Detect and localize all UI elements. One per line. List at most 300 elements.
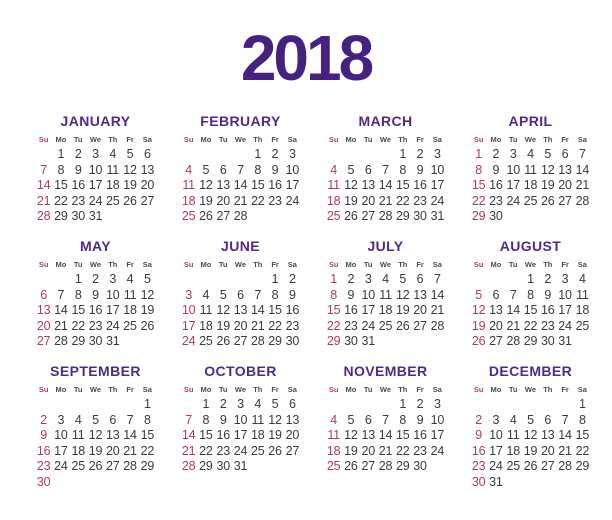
month-name: JUNE bbox=[221, 238, 260, 254]
date-cell: 6 bbox=[219, 162, 227, 177]
day-header-cell: Mo bbox=[345, 260, 357, 269]
date-cell: 4 bbox=[202, 287, 210, 302]
date-cell: 24 bbox=[181, 334, 196, 348]
date-cell: 10 bbox=[489, 428, 503, 442]
date-cell: 24 bbox=[106, 318, 120, 333]
date-cell: 30 bbox=[285, 334, 300, 348]
date-cell: 27 bbox=[541, 459, 555, 473]
month-block-september bbox=[35, 362, 156, 487]
date-cell: 5 bbox=[475, 287, 483, 302]
date-cell: 10 bbox=[430, 162, 445, 177]
day-header-cell: Su bbox=[38, 135, 49, 144]
day-header-cell: Mo bbox=[200, 385, 212, 394]
day-header-cell: Th bbox=[108, 260, 118, 269]
date-cell: 10 bbox=[54, 428, 68, 442]
date-cell bbox=[411, 334, 428, 350]
date-cell: 1 bbox=[271, 272, 279, 286]
date-cell bbox=[505, 272, 522, 288]
date-cell: 10 bbox=[88, 162, 103, 177]
month-name: MARCH bbox=[358, 113, 413, 129]
date-cell: 7 bbox=[382, 162, 389, 177]
date-cell: 5 bbox=[126, 147, 134, 161]
month-name: APRIL bbox=[508, 113, 553, 129]
date-cell: 25 bbox=[575, 318, 590, 333]
date-cell: 26 bbox=[199, 209, 213, 223]
date-cell bbox=[284, 459, 301, 475]
date-cell: 22 bbox=[396, 193, 410, 208]
date-cell: 24 bbox=[430, 443, 445, 458]
date-cell: 28 bbox=[575, 193, 590, 208]
date-cell: 12 bbox=[344, 428, 358, 442]
date-cell: 23 bbox=[471, 459, 486, 473]
date-cell: 6 bbox=[561, 147, 569, 161]
date-cell: 1 bbox=[399, 397, 407, 411]
date-cell: 24 bbox=[430, 193, 445, 208]
date-cell bbox=[556, 475, 573, 491]
date-cell bbox=[539, 209, 556, 225]
date-cell: 18 bbox=[506, 443, 520, 458]
date-cell: 29 bbox=[326, 334, 341, 348]
date-cell: 2 bbox=[219, 397, 227, 411]
date-cell: 18 bbox=[251, 428, 265, 442]
date-cell: 17 bbox=[558, 303, 572, 317]
date-cell: 11 bbox=[506, 428, 520, 442]
day-header-cell: Mo bbox=[490, 385, 502, 394]
date-cell: 3 bbox=[561, 272, 569, 286]
date-cell: 14 bbox=[378, 178, 393, 192]
date-cell: 21 bbox=[378, 443, 393, 458]
date-cell: 25 bbox=[326, 459, 341, 473]
day-grid bbox=[325, 258, 446, 350]
date-cell: 4 bbox=[254, 397, 262, 411]
date-cell: 19 bbox=[123, 178, 137, 192]
month-block-august bbox=[470, 237, 591, 362]
date-cell: 9 bbox=[347, 287, 355, 302]
date-cell: 16 bbox=[268, 178, 282, 192]
date-cell: 11 bbox=[327, 178, 340, 192]
date-cell: 1 bbox=[475, 147, 483, 161]
date-cell: 10 bbox=[558, 287, 572, 302]
date-cell bbox=[556, 209, 573, 225]
day-grid bbox=[35, 383, 156, 490]
date-cell: 26 bbox=[523, 459, 538, 473]
date-cell: 7 bbox=[382, 412, 389, 427]
date-cell: 20 bbox=[489, 318, 503, 333]
date-cell: 30 bbox=[541, 334, 555, 348]
date-cell: 14 bbox=[430, 287, 445, 302]
day-header-cell: Mo bbox=[345, 135, 357, 144]
date-cell: 8 bbox=[57, 162, 65, 177]
day-header-cell: We bbox=[524, 135, 537, 144]
date-cell: 8 bbox=[74, 287, 82, 302]
date-cell: 23 bbox=[216, 443, 230, 458]
date-cell bbox=[121, 209, 138, 225]
date-cell: 3 bbox=[237, 397, 244, 411]
date-cell bbox=[487, 397, 504, 413]
date-cell: 23 bbox=[71, 193, 85, 208]
day-header-cell: Tu bbox=[218, 135, 228, 144]
day-header-cell: Su bbox=[38, 260, 49, 269]
date-cell: 7 bbox=[40, 162, 48, 177]
date-cell: 9 bbox=[416, 412, 424, 427]
day-grid bbox=[180, 383, 301, 475]
month-block-january bbox=[35, 112, 156, 237]
date-cell bbox=[266, 209, 283, 225]
date-cell: 26 bbox=[344, 459, 358, 473]
date-cell: 8 bbox=[202, 412, 210, 427]
date-cell bbox=[52, 397, 69, 413]
day-header-cell: Su bbox=[38, 385, 49, 394]
date-cell: 15 bbox=[251, 178, 265, 192]
date-cell: 13 bbox=[36, 303, 51, 317]
date-cell: 17 bbox=[430, 428, 445, 442]
date-cell: 28 bbox=[251, 334, 265, 348]
date-cell bbox=[342, 147, 359, 163]
day-header-cell: Sa bbox=[577, 260, 587, 269]
month-name: JULY bbox=[367, 238, 404, 254]
date-cell: 5 bbox=[219, 287, 227, 302]
day-header-cell: Th bbox=[253, 135, 263, 144]
date-cell: 26 bbox=[140, 318, 155, 333]
date-cell: 6 bbox=[288, 397, 296, 411]
date-cell: 25 bbox=[251, 443, 265, 458]
date-cell: 9 bbox=[219, 412, 227, 427]
date-cell: 3 bbox=[57, 412, 65, 427]
day-header-cell: Tu bbox=[363, 135, 373, 144]
date-cell: 11 bbox=[327, 428, 340, 442]
day-header-cell: Su bbox=[328, 135, 339, 144]
day-header-cell: Sa bbox=[287, 135, 297, 144]
date-cell: 10 bbox=[233, 412, 248, 427]
date-cell: 22 bbox=[575, 443, 590, 458]
date-cell bbox=[215, 147, 232, 163]
day-header-cell: Sa bbox=[142, 385, 152, 394]
date-cell: 8 bbox=[475, 162, 483, 177]
date-cell: 11 bbox=[182, 178, 195, 192]
day-header-cell: Th bbox=[543, 385, 553, 394]
date-cell: 20 bbox=[285, 428, 300, 442]
date-cell: 18 bbox=[378, 303, 393, 317]
day-header-cell: Th bbox=[253, 385, 263, 394]
date-cell: 19 bbox=[396, 303, 410, 317]
date-cell: 29 bbox=[268, 334, 282, 348]
day-header-cell: Su bbox=[473, 135, 484, 144]
date-cell: 6 bbox=[492, 287, 500, 302]
date-cell bbox=[52, 272, 69, 288]
date-cell: 21 bbox=[181, 443, 196, 458]
date-cell: 12 bbox=[88, 428, 103, 442]
date-cell bbox=[394, 334, 411, 350]
date-cell: 18 bbox=[71, 443, 85, 458]
date-cell: 22 bbox=[471, 193, 486, 208]
date-cell: 1 bbox=[578, 397, 586, 411]
date-cell: 6 bbox=[544, 412, 552, 427]
date-cell: 4 bbox=[509, 412, 517, 427]
date-cell bbox=[121, 475, 138, 491]
date-cell bbox=[487, 272, 504, 288]
date-cell: 25 bbox=[181, 209, 196, 223]
date-cell: 11 bbox=[71, 428, 85, 442]
date-cell: 28 bbox=[378, 459, 393, 473]
date-cell: 24 bbox=[489, 459, 503, 473]
date-cell: 21 bbox=[575, 178, 590, 192]
date-cell bbox=[35, 147, 52, 163]
date-cell: 29 bbox=[575, 459, 590, 473]
day-header-cell: Sa bbox=[432, 135, 442, 144]
date-cell: 28 bbox=[54, 334, 68, 348]
day-header-cell: We bbox=[524, 260, 537, 269]
date-cell: 2 bbox=[74, 147, 82, 161]
date-cell: 3 bbox=[364, 272, 372, 286]
date-cell: 15 bbox=[54, 178, 68, 192]
date-cell: 26 bbox=[396, 318, 410, 333]
date-cell bbox=[429, 459, 446, 475]
date-cell: 13 bbox=[361, 178, 375, 192]
date-cell: 1 bbox=[74, 272, 82, 286]
date-cell: 12 bbox=[396, 287, 410, 302]
date-cell: 25 bbox=[378, 318, 393, 333]
day-header-cell: Th bbox=[398, 135, 408, 144]
day-header-cell: Fr bbox=[271, 385, 279, 394]
date-cell: 21 bbox=[123, 443, 137, 458]
date-cell: 23 bbox=[36, 459, 51, 473]
date-cell: 4 bbox=[330, 162, 338, 177]
day-header-cell: Fr bbox=[416, 260, 424, 269]
date-cell: 16 bbox=[489, 178, 503, 192]
date-cell: 17 bbox=[233, 428, 248, 442]
date-cell: 8 bbox=[143, 412, 151, 427]
day-header-cell: Su bbox=[183, 385, 194, 394]
date-cell: 13 bbox=[541, 428, 555, 442]
date-cell: 22 bbox=[523, 318, 538, 333]
date-cell bbox=[470, 397, 487, 413]
date-cell: 17 bbox=[489, 443, 503, 458]
date-cell: 27 bbox=[413, 318, 427, 333]
date-cell: 24 bbox=[54, 459, 68, 473]
date-cell: 5 bbox=[143, 272, 151, 286]
date-cell: 15 bbox=[199, 428, 213, 442]
date-cell: 6 bbox=[143, 147, 151, 161]
date-cell: 25 bbox=[71, 459, 85, 473]
date-cell: 16 bbox=[88, 303, 103, 317]
date-cell: 22 bbox=[54, 193, 68, 208]
date-cell: 30 bbox=[413, 209, 427, 223]
date-cell: 23 bbox=[88, 318, 103, 333]
month-name: AUGUST bbox=[499, 238, 562, 254]
day-header-cell: Mo bbox=[200, 135, 212, 144]
date-cell: 19 bbox=[140, 303, 155, 317]
date-cell: 3 bbox=[185, 287, 193, 302]
date-cell bbox=[215, 272, 232, 288]
date-cell: 9 bbox=[475, 428, 483, 442]
date-cell bbox=[360, 397, 377, 413]
date-cell: 13 bbox=[413, 287, 427, 302]
date-cell: 25 bbox=[106, 193, 120, 208]
month-name: DECEMBER bbox=[488, 363, 573, 379]
day-header-cell: Sa bbox=[287, 260, 297, 269]
date-cell: 20 bbox=[106, 443, 120, 458]
date-cell: 11 bbox=[524, 162, 537, 177]
date-cell: 20 bbox=[558, 178, 572, 192]
date-cell: 30 bbox=[344, 334, 358, 348]
date-cell bbox=[505, 475, 522, 491]
date-cell: 23 bbox=[489, 193, 503, 208]
date-cell: 30 bbox=[216, 459, 230, 473]
date-cell: 12 bbox=[344, 178, 358, 192]
day-header-cell: Su bbox=[183, 260, 194, 269]
date-cell: 27 bbox=[361, 209, 375, 223]
date-cell: 24 bbox=[506, 193, 520, 208]
date-cell: 8 bbox=[330, 287, 338, 302]
date-cell: 16 bbox=[285, 303, 300, 317]
date-cell: 16 bbox=[541, 303, 555, 317]
day-header-cell: Mo bbox=[345, 385, 357, 394]
date-cell: 24 bbox=[88, 193, 103, 208]
date-cell: 12 bbox=[123, 162, 137, 177]
date-cell: 22 bbox=[268, 318, 282, 333]
day-header-cell: Fr bbox=[561, 260, 569, 269]
date-cell: 10 bbox=[361, 287, 375, 302]
date-cell: 19 bbox=[268, 428, 282, 442]
date-cell: 17 bbox=[361, 303, 375, 317]
date-cell bbox=[539, 397, 556, 413]
date-cell: 29 bbox=[396, 459, 410, 473]
date-cell: 27 bbox=[216, 209, 230, 223]
date-cell: 3 bbox=[492, 412, 500, 427]
date-cell: 5 bbox=[92, 412, 99, 427]
date-cell: 7 bbox=[561, 412, 569, 427]
date-cell: 31 bbox=[88, 209, 103, 223]
day-header-cell: Tu bbox=[218, 385, 228, 394]
day-grid bbox=[180, 133, 301, 225]
date-cell: 5 bbox=[347, 162, 355, 177]
date-cell: 24 bbox=[233, 443, 248, 458]
date-cell: 24 bbox=[558, 318, 572, 333]
date-cell: 18 bbox=[575, 303, 590, 317]
date-cell: 13 bbox=[285, 412, 300, 427]
date-cell bbox=[429, 334, 446, 350]
date-cell: 31 bbox=[361, 334, 375, 348]
month-block-october bbox=[180, 362, 301, 487]
date-cell: 17 bbox=[430, 178, 445, 192]
date-cell: 7 bbox=[433, 272, 441, 286]
date-cell: 17 bbox=[181, 318, 196, 333]
date-cell bbox=[266, 459, 283, 475]
date-cell: 31 bbox=[489, 474, 503, 489]
date-cell: 20 bbox=[541, 443, 555, 458]
date-cell: 8 bbox=[399, 162, 407, 177]
date-cell: 23 bbox=[413, 193, 427, 208]
date-cell: 29 bbox=[140, 459, 155, 473]
day-header-cell: Tu bbox=[73, 260, 83, 269]
date-cell: 2 bbox=[40, 412, 48, 427]
date-cell: 2 bbox=[347, 272, 355, 286]
date-cell: 6 bbox=[109, 412, 117, 427]
date-cell: 4 bbox=[185, 162, 193, 177]
date-cell bbox=[180, 272, 197, 288]
date-cell bbox=[522, 209, 539, 225]
date-cell bbox=[139, 209, 156, 225]
date-cell bbox=[325, 397, 342, 413]
date-cell: 15 bbox=[71, 303, 85, 317]
day-header-cell: Mo bbox=[55, 260, 67, 269]
date-cell bbox=[87, 397, 104, 413]
date-cell: 31 bbox=[430, 209, 445, 223]
date-cell: 13 bbox=[216, 178, 230, 192]
date-cell: 20 bbox=[36, 318, 51, 333]
date-cell: 2 bbox=[416, 397, 424, 411]
date-cell: 8 bbox=[254, 162, 262, 177]
day-header-cell: We bbox=[234, 260, 247, 269]
date-cell: 18 bbox=[523, 178, 538, 192]
day-header-cell: We bbox=[89, 260, 102, 269]
day-header-cell: Mo bbox=[490, 135, 502, 144]
date-cell: 26 bbox=[216, 334, 230, 348]
day-header-cell: Tu bbox=[363, 260, 373, 269]
date-cell: 27 bbox=[106, 459, 120, 473]
date-cell: 17 bbox=[88, 178, 103, 192]
date-cell: 18 bbox=[181, 193, 196, 208]
day-header-cell: Mo bbox=[55, 385, 67, 394]
date-cell: 16 bbox=[471, 443, 486, 458]
date-cell: 30 bbox=[471, 474, 486, 489]
date-cell: 4 bbox=[527, 147, 534, 161]
date-cell: 28 bbox=[378, 209, 393, 223]
date-cell: 30 bbox=[413, 459, 427, 473]
date-cell: 7 bbox=[185, 412, 193, 427]
date-cell: 12 bbox=[140, 287, 155, 302]
date-cell: 6 bbox=[416, 272, 424, 286]
date-cell: 8 bbox=[399, 412, 407, 427]
date-cell: 11 bbox=[106, 162, 120, 177]
day-header-cell: Su bbox=[473, 385, 484, 394]
date-cell: 4 bbox=[74, 412, 82, 427]
date-cell: 28 bbox=[558, 459, 572, 473]
date-cell: 13 bbox=[140, 162, 155, 177]
date-cell: 25 bbox=[523, 193, 538, 208]
day-header-cell: Sa bbox=[577, 385, 587, 394]
date-cell: 28 bbox=[233, 209, 248, 223]
date-cell bbox=[377, 334, 394, 350]
month-block-may bbox=[35, 237, 156, 362]
date-cell bbox=[139, 334, 156, 350]
day-header-cell: We bbox=[89, 385, 102, 394]
date-cell: 22 bbox=[326, 318, 341, 333]
date-cell: 6 bbox=[364, 162, 372, 177]
date-cell: 7 bbox=[126, 412, 134, 427]
date-cell: 13 bbox=[361, 428, 375, 442]
date-cell: 1 bbox=[330, 272, 338, 286]
date-cell: 22 bbox=[396, 443, 410, 458]
date-cell bbox=[104, 475, 121, 491]
date-cell: 29 bbox=[71, 334, 85, 348]
date-cell bbox=[121, 397, 138, 413]
day-grid bbox=[470, 383, 591, 490]
date-cell bbox=[232, 272, 249, 288]
date-cell: 4 bbox=[578, 272, 586, 286]
day-header-cell: Su bbox=[183, 135, 194, 144]
date-cell: 30 bbox=[88, 334, 103, 348]
day-header-cell: Th bbox=[543, 260, 553, 269]
date-cell: 31 bbox=[106, 334, 120, 348]
date-cell bbox=[556, 397, 573, 413]
day-header-cell: Fr bbox=[416, 135, 424, 144]
date-cell bbox=[121, 334, 138, 350]
date-cell: 19 bbox=[541, 178, 555, 192]
date-cell bbox=[574, 475, 591, 491]
day-grid bbox=[470, 258, 591, 350]
date-cell: 2 bbox=[416, 147, 424, 161]
